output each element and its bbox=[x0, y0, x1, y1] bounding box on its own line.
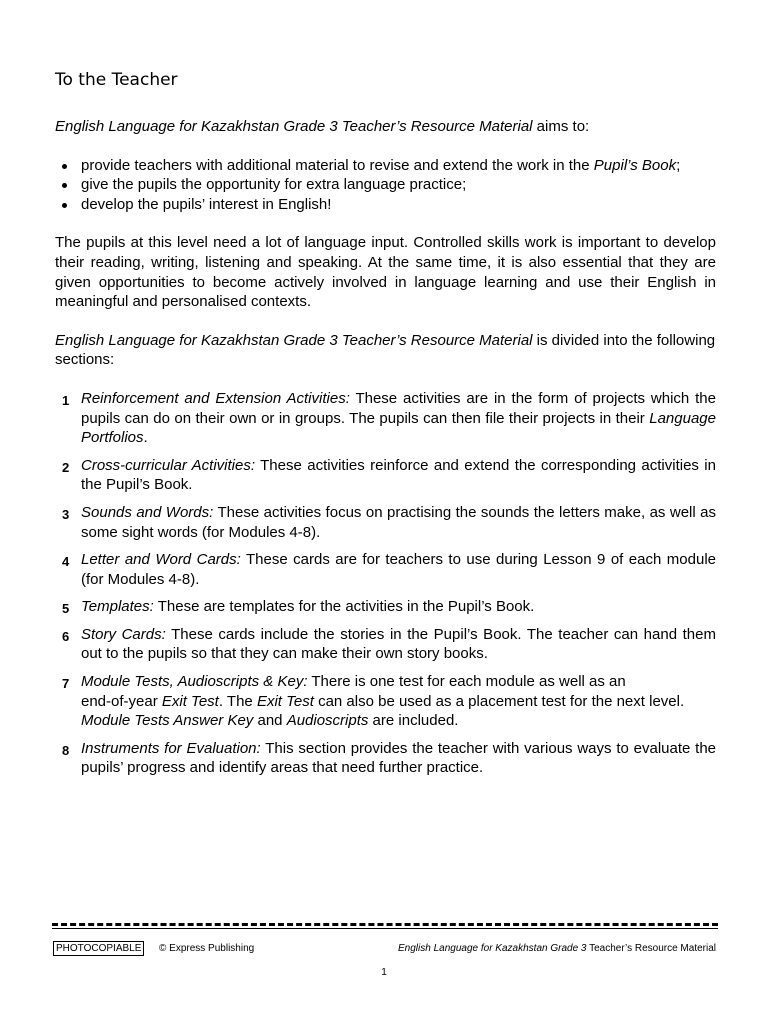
footer bbox=[53, 940, 716, 958]
section-number: 1 bbox=[62, 392, 70, 408]
paragraph: The pupils at this level need a lot of language input. Controlled skills work is important to develop their reading, writing, listening and speaking. At the same time, it is also essential that they are given opportunities to become actively involved in language learning and use their English in meaningful and personalised contexts. bbox=[55, 234, 716, 311]
section-item-2 bbox=[55, 456, 716, 495]
intro-line bbox=[55, 117, 716, 137]
book-title-suffix: Teacher’s Resource Material bbox=[586, 943, 716, 954]
section-number: 7 bbox=[62, 676, 70, 692]
section-text: end-of-year bbox=[81, 692, 162, 710]
section-text-end: are included. bbox=[368, 712, 459, 730]
section-number: 2 bbox=[62, 459, 70, 475]
book-title-italic: English Language for Kazakhstan Grade 3 bbox=[398, 943, 587, 954]
sections-intro-after: is divided into the following sections: bbox=[55, 331, 716, 369]
footer-divider bbox=[52, 923, 718, 929]
aim-item-2: give the pupils the opportunity for extra language practice; bbox=[55, 175, 716, 195]
section-title: Story Cards: bbox=[81, 625, 166, 643]
aim-text: provide teachers with additional material to revise and extend the work in the bbox=[81, 156, 594, 174]
sections-intro-title: English Language for Kazakhstan Grade 3 Teacher’s Resource Material bbox=[55, 331, 533, 349]
section-text: These activities reinforce and extend the corresponding activities in the Pupil’s Book. bbox=[81, 456, 716, 494]
section-text: and bbox=[253, 712, 287, 730]
section-number: 6 bbox=[62, 628, 70, 644]
exit-test-emphasis: Exit Test bbox=[161, 692, 219, 710]
body-text bbox=[55, 117, 716, 786]
section-title: Reinforcement and Extension Activities: bbox=[81, 389, 350, 407]
intro-title: English Language for Kazakhstan Grade 3 Teacher’s Resource Material bbox=[55, 118, 533, 135]
section-text: can also be used as a placement test for the next level. bbox=[313, 692, 685, 710]
section-title: Instruments for Evaluation: bbox=[81, 739, 261, 757]
answer-key-emphasis: Module Tests Answer Key bbox=[81, 712, 254, 730]
section-item-3 bbox=[55, 503, 716, 542]
section-text: These activities are in the form of projects which the pupils can do on their own or in groups. The pupils can then file their projects in their bbox=[81, 389, 716, 427]
exit-test-emphasis: Exit Test bbox=[256, 692, 314, 710]
section-number: 5 bbox=[62, 601, 70, 617]
section-text: These cards are for teachers to use during Lesson 9 of each module (for Modules 4-8). bbox=[81, 551, 716, 588]
aim-emphasis: Pupil’s Book bbox=[593, 156, 677, 174]
section-text: . The bbox=[218, 692, 257, 710]
section-title: Module Tests, Audioscripts & Key: bbox=[81, 673, 308, 691]
section-item-7 bbox=[55, 672, 716, 731]
section-text: These cards include the stories in the Pupil’s Book. The teacher can hand them out to the pupils so that they can make their own story books. bbox=[81, 625, 716, 663]
section-number: 8 bbox=[62, 742, 70, 758]
aim-item-3: develop the pupils’ interest in English! bbox=[55, 195, 716, 215]
aims-list bbox=[55, 156, 716, 215]
section-item-8 bbox=[55, 739, 716, 778]
sections-intro bbox=[55, 331, 716, 370]
aim-item-1 bbox=[55, 156, 716, 176]
section-number: 3 bbox=[62, 506, 70, 522]
aim-text-end: ; bbox=[676, 156, 681, 174]
section-title: Templates: bbox=[81, 598, 154, 616]
section-title: Letter and Word Cards: bbox=[81, 551, 241, 569]
sections-list bbox=[55, 389, 716, 778]
photocopiable-badge: PHOTOCOPIABLE bbox=[53, 941, 144, 956]
section-text: These are templates for the activities in the Pupil’s Book. bbox=[153, 598, 535, 616]
section-emphasis: Language Portfolios bbox=[81, 409, 716, 447]
section-text-end: . bbox=[143, 429, 148, 447]
page-title: To the Teacher bbox=[55, 70, 178, 90]
section-number: 4 bbox=[62, 554, 70, 570]
section-text: These activities focus on practising the sounds the letters make, as well as some sight words (for Modules 4-8). bbox=[81, 503, 716, 541]
book-title bbox=[398, 943, 716, 954]
section-text: There is one test for each module as well as an bbox=[307, 673, 626, 691]
page-number: 1 bbox=[381, 967, 387, 978]
intro-after: aims to: bbox=[532, 118, 590, 135]
section-title: Cross-curricular Activities: bbox=[81, 456, 256, 474]
section-item-1 bbox=[55, 389, 716, 448]
section-text: This section provides the teacher with various ways to evaluate the pupils’ progress and identify areas that need further practice. bbox=[81, 739, 717, 777]
section-item-4 bbox=[55, 550, 716, 589]
audioscripts-emphasis: Audioscripts bbox=[286, 712, 369, 730]
copyright: © Express Publishing bbox=[159, 943, 255, 954]
section-item-6 bbox=[55, 625, 716, 664]
section-item-5 bbox=[55, 597, 716, 617]
section-title: Sounds and Words: bbox=[81, 503, 214, 521]
